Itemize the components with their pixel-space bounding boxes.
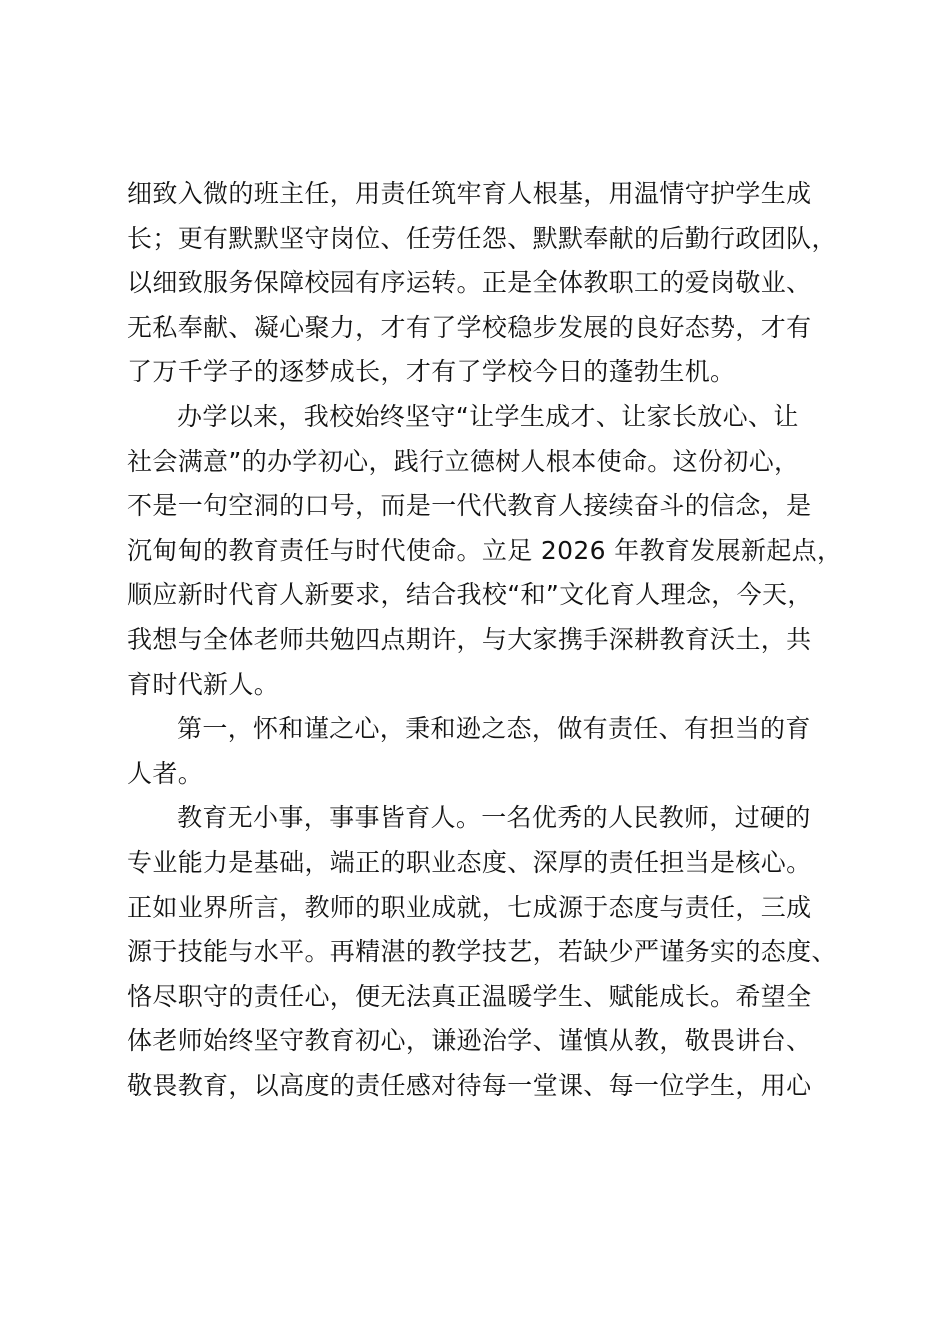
text-line: 以细致服务保障校园有序运转。正是全体教职工的爱岗敬业、 [127,268,812,298]
text-line: 敬畏教育，以高度的责任感对待每一堂课、每一位学生，用心 [127,1070,812,1100]
text-line: 办学以来，我校始终坚守“让学生成才、让家长放心、让 [177,401,799,431]
text-line: 长；更有默默坚守岗位、任劳任怨、默默奉献的后勤行政团队， [127,223,837,253]
text-line: 无私奉献、凝心聚力，才有了学校稳步发展的良好态势，才有 [127,312,812,342]
document-body [127,172,852,1108]
text-line: 了万千学子的逐梦成长，才有了学校今日的蓬勃生机。 [127,357,736,387]
text-line: 细致入微的班主任，用责任筑牢育人根基，用温情守护学生成 [127,179,812,208]
text-line: 第一，怀和谨之心，秉和逊之态，做有责任、有担当的育 [177,714,811,744]
text-line: 沉甸甸的教育责任与时代使命。立足 2026 年教育发展新起点， [127,535,843,565]
text-line: 体老师始终坚守教育初心，谦逊治学、谨慎从教，敬畏讲台、 [127,1026,812,1056]
text-line: 正如业界所言，教师的职业成就，七成源于态度与责任，三成 [127,892,812,922]
text-line: 育时代新人。 [127,669,280,699]
text-line: 教育无小事，事事皆育人。一名优秀的人民教师，过硬的 [177,803,811,833]
text-line: 源于技能与水平。再精湛的教学技艺，若缺少严谨务实的态度、 [127,937,837,967]
text-line: 不是一句空洞的口号，而是一代代教育人接续奋斗的信念，是 [127,491,812,521]
text-line: 专业能力是基础，端正的职业态度、深厚的责任担当是核心。 [127,847,812,877]
text-line: 顺应新时代育人新要求，结合我校“和”文化育人理念，今天， [127,580,813,610]
text-line: 我想与全体老师共勉四点期许，与大家携手深耕教育沃土，共 [127,624,812,654]
text-line: 社会满意”的办学初心，践行立德树人根本使命。这份初心， [127,446,800,476]
text-line: 恪尽职守的责任心，便无法真正温暖学生、赋能成长。希望全 [127,981,812,1011]
text-line: 人者。 [127,758,204,788]
